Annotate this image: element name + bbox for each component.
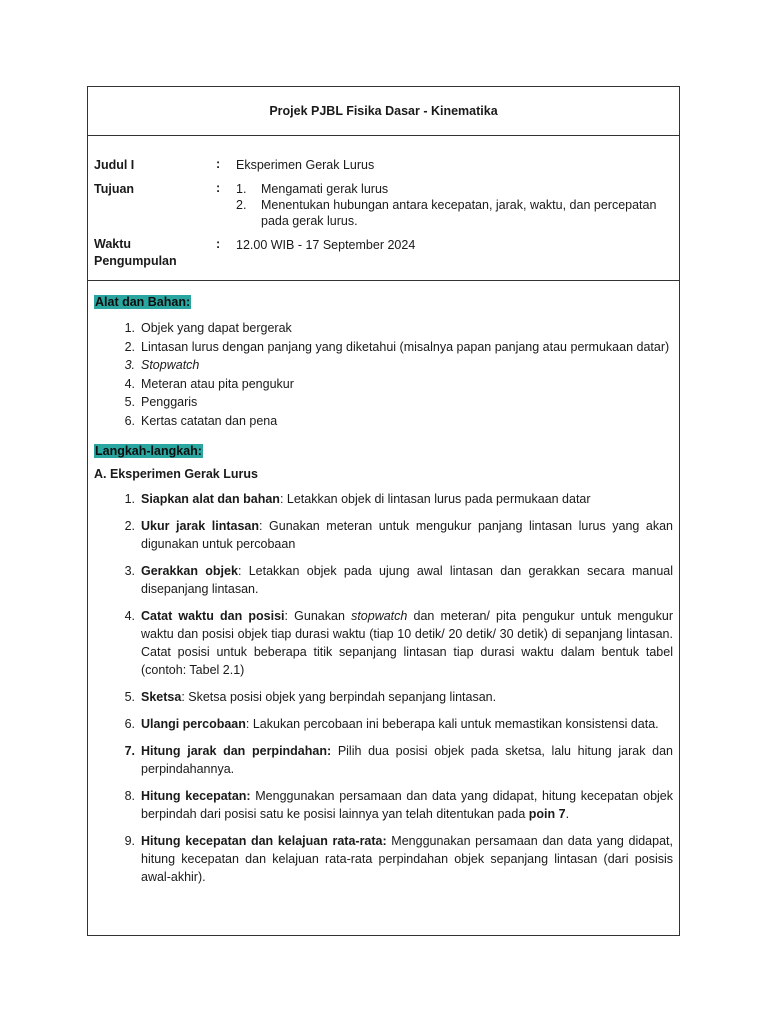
list-item-text: Objek yang dapat bergerak bbox=[141, 321, 292, 335]
step-text: : Letakkan objek pada ujung awal lintasan dan gerakkan secara manual disepanjang lintasan. bbox=[141, 564, 674, 596]
step-number: 2. bbox=[124, 519, 135, 533]
waktu-value: 12.00 WIB - 17 September 2024 bbox=[236, 238, 416, 252]
step-item bbox=[94, 562, 673, 598]
step-title: Catat waktu dan posisi bbox=[141, 609, 285, 623]
step-text: Menggunakan persamaan dan data yang didapat, hitung kecepatan dan kelajuan rata-rata perpindahan objek sepanjang lintasan (dari posisis awal-akhir). bbox=[141, 834, 673, 884]
list-item bbox=[94, 338, 673, 357]
list-item-number: 4. bbox=[124, 376, 135, 391]
step-number: 4. bbox=[124, 609, 135, 623]
waktu-label-line-2: Pengumpulan bbox=[94, 254, 177, 268]
step-text: : Gunakan meteran untuk mengukur panjang lintasan lurus yang akan digunakan untuk percobaan bbox=[141, 519, 673, 551]
steps-list bbox=[94, 490, 673, 886]
step-item bbox=[94, 607, 673, 679]
step-item bbox=[94, 832, 673, 886]
step-item bbox=[94, 787, 673, 823]
list-item bbox=[94, 412, 673, 431]
step-title: Ulangi percobaan bbox=[141, 717, 246, 731]
tujuan-colon: : bbox=[216, 181, 221, 195]
list-item bbox=[94, 356, 673, 375]
step-item bbox=[94, 490, 673, 508]
tujuan-item-number: 2. bbox=[236, 198, 247, 212]
list-item-text: Penggaris bbox=[141, 395, 198, 409]
tujuan-item-text: Mengamati gerak lurus bbox=[261, 182, 389, 196]
step-number: 9. bbox=[124, 834, 135, 848]
step-text-italic: stopwatch bbox=[351, 609, 408, 623]
list-item-number: 1. bbox=[124, 321, 135, 335]
tujuan-item bbox=[236, 181, 673, 197]
step-number: 3. bbox=[124, 564, 135, 578]
list-item-text: Kertas catatan dan pena bbox=[141, 413, 278, 428]
step-title: Hitung kecepatan dan kelajuan rata-rata: bbox=[141, 834, 387, 848]
list-item bbox=[94, 375, 673, 394]
info-section bbox=[88, 136, 679, 281]
step-item bbox=[94, 688, 673, 706]
langkah-heading: Langkah-langkah: bbox=[95, 444, 202, 458]
step-number: 5. bbox=[124, 690, 135, 704]
step-text: : Letakkan objek di lintasan lurus pada permukaan datar bbox=[279, 492, 591, 506]
step-text: . bbox=[565, 807, 570, 821]
content-section bbox=[88, 295, 679, 886]
list-item-number: 2. bbox=[124, 339, 135, 354]
step-number: 6. bbox=[124, 717, 135, 731]
step-text: dan meteran/ pita pengukur untuk mengukur waktu dan posisi objek tiap durasi waktu (tiap 10 detik/ 20 detik/ 30 detik) di sepanjang lintasan. Catat posisi untuk beberapa titik sepanjang lintasan tiap durasi waktu dalam bentuk tabel (contoh: Tabel 2.1) bbox=[141, 609, 673, 677]
list-item bbox=[94, 393, 673, 412]
step-title: Hitung jarak dan perpindahan: bbox=[141, 744, 332, 758]
step-number: 1. bbox=[124, 492, 135, 506]
waktu-label bbox=[94, 236, 177, 270]
langkah-subheading: A. Eksperimen Gerak Lurus bbox=[94, 467, 258, 481]
step-text: : Lakukan percobaan ini beberapa kali untuk memastikan konsistensi data. bbox=[245, 717, 659, 731]
step-item bbox=[94, 742, 673, 778]
list-item-number: 5. bbox=[124, 395, 135, 409]
tujuan-item-text: Menentukan hubungan antara kecepatan, jarak, waktu, dan percepatan pada gerak lurus. bbox=[261, 198, 657, 228]
judul-value: Eksperimen Gerak Lurus bbox=[236, 158, 375, 172]
alat-list bbox=[94, 319, 673, 430]
step-text-bold: poin 7 bbox=[528, 807, 566, 821]
step-number: 8. bbox=[124, 789, 135, 803]
step-number: 7. bbox=[124, 744, 135, 758]
step-item bbox=[94, 517, 673, 553]
step-title: Ukur jarak lintasan bbox=[141, 519, 259, 533]
tujuan-label: Tujuan bbox=[94, 182, 135, 196]
step-text: Menggunakan persamaan dan data yang didapat, hitung kecepatan objek berpindah dari posisi satu ke posisi lainnya yan telah ditentukan pada bbox=[141, 789, 673, 821]
list-item-number: 3. bbox=[124, 358, 135, 372]
list-item-text: Stopwatch bbox=[141, 358, 200, 372]
tujuan-item bbox=[236, 197, 673, 229]
judul-colon: : bbox=[216, 157, 221, 171]
tujuan-item-number: 1. bbox=[236, 182, 247, 196]
document-frame bbox=[87, 86, 680, 936]
judul-label: Judul I bbox=[94, 158, 135, 172]
waktu-colon: : bbox=[216, 237, 221, 251]
step-item bbox=[94, 715, 673, 733]
step-title: Hitung kecepatan: bbox=[141, 789, 251, 803]
step-title: Siapkan alat dan bahan bbox=[141, 492, 280, 506]
document-title: Projek PJBL Fisika Dasar - Kinematika bbox=[88, 87, 679, 136]
step-text: Pilih dua posisi objek pada sketsa, lalu hitung jarak dan perpindahannya. bbox=[141, 744, 673, 776]
waktu-label-line-1: Waktu bbox=[94, 237, 132, 251]
step-text: : Gunakan bbox=[284, 609, 352, 623]
list-item-text: Lintasan lurus dengan panjang yang diketahui (misalnya papan panjang atau permukaan datar) bbox=[141, 339, 670, 354]
step-title: Sketsa bbox=[141, 690, 182, 704]
list-item-text: Meteran atau pita pengukur bbox=[141, 376, 294, 391]
list-item-number: 6. bbox=[124, 413, 135, 428]
step-text: : Sketsa posisi objek yang berpindah sepanjang lintasan. bbox=[181, 690, 497, 704]
tujuan-list bbox=[236, 181, 673, 229]
list-item bbox=[94, 319, 673, 338]
alat-heading: Alat dan Bahan: bbox=[95, 295, 191, 309]
step-title: Gerakkan objek bbox=[141, 564, 238, 578]
